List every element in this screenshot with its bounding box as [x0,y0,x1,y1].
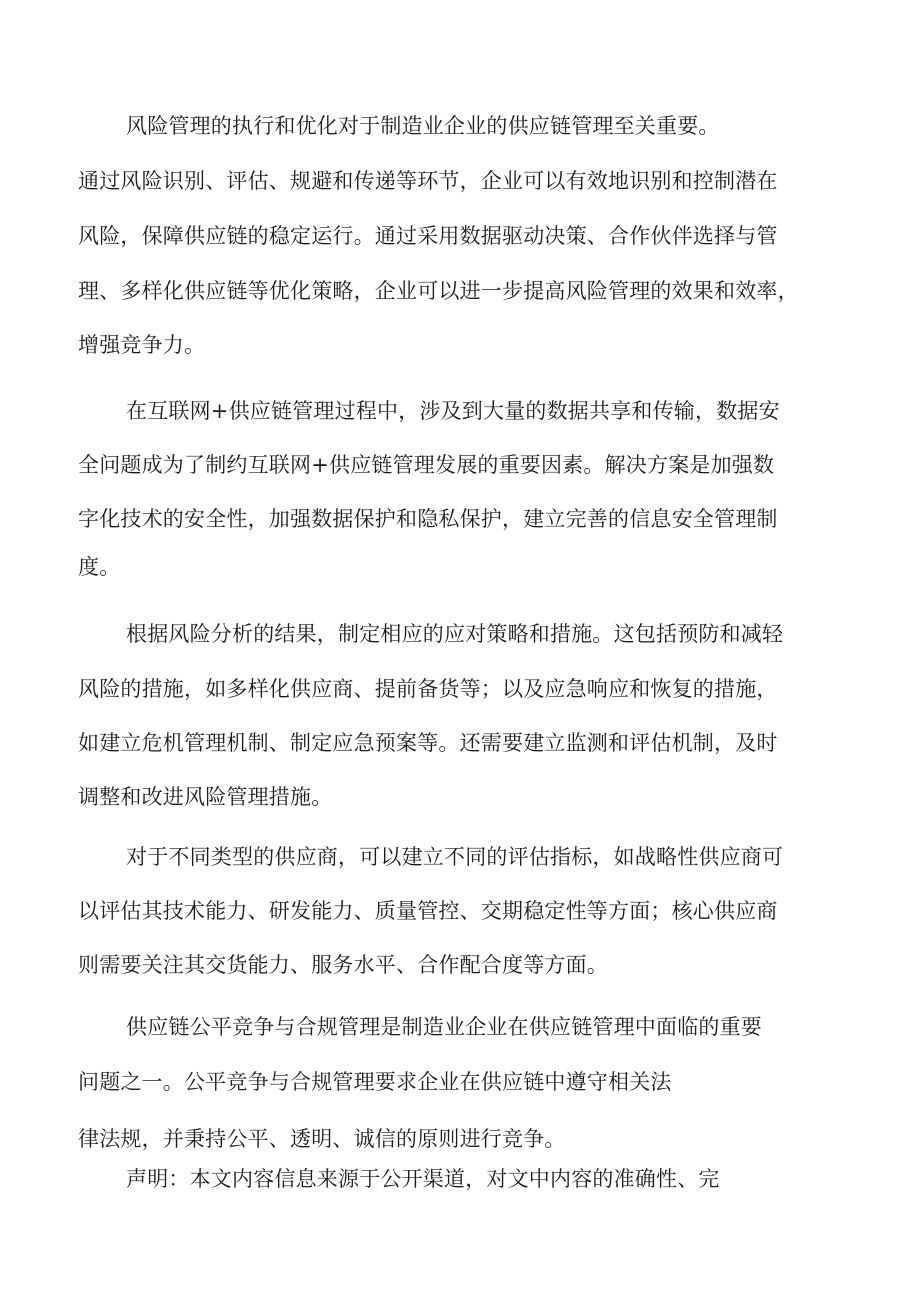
text-line: 风险的措施，如多样化供应商、提前备货等；以及应急响应和恢复的措施， [78,677,778,701]
text-line: 调整和改进风险管理措施。 [78,785,333,809]
text-line: 如建立危机管理机制、制定应急预案等。还需要建立监测和评估机制，及时 [78,731,778,755]
text-line: 增强竞争力。 [78,333,206,357]
text-line: 全问题成为了制约互联网+供应链管理发展的重要因素。解决方案是加强数 [78,453,775,477]
text-line: 对于不同类型的供应商，可以建立不同的评估指标，如战略性供应商可 [126,845,784,869]
text-line: 度。 [78,555,121,579]
text-line: 风险，保障供应链的稳定运行。通过采用数据驱动决策、合作伙伴选择与管 [78,224,778,248]
text-line: 理、多样化供应链等优化策略，企业可以进一步提高风险管理的效果和效率， [78,279,799,303]
text-line: 通过风险识别、评估、规避和传递等环节，企业可以有效地识别和控制潜在 [78,169,778,193]
text-line: 在互联网+供应链管理过程中，涉及到大量的数据共享和传输，数据安 [126,399,780,423]
text-line: 供应链公平竞争与合规管理是制造业企业在供应链管理中面临的重要 [126,1015,762,1039]
text-line: 字化技术的安全性，加强数据保护和隐私保护，建立完善的信息安全管理制 [78,507,778,531]
text-line: 问题之一。公平竞争与合规管理要求企业在供应链中遵守相关法 [78,1070,672,1094]
text-line: 根据风险分析的结果，制定相应的应对策略和措施。这包括预防和减轻 [126,622,784,646]
text-line: 以评估其技术能力、研发能力、质量管控、交期稳定性等方面；核心供应商 [78,899,778,923]
text-line: 声明：本文内容信息来源于公开渠道，对文中内容的准确性、完 [126,1167,720,1191]
text-line: 风险管理的执行和优化对于制造业企业的供应链管理至关重要。 [126,114,720,138]
text-line: 则需要关注其交货能力、服务水平、合作配合度等方面。 [78,953,608,977]
text-line: 律法规，并秉持公平、透明、诚信的原则进行竞争。 [78,1127,566,1151]
